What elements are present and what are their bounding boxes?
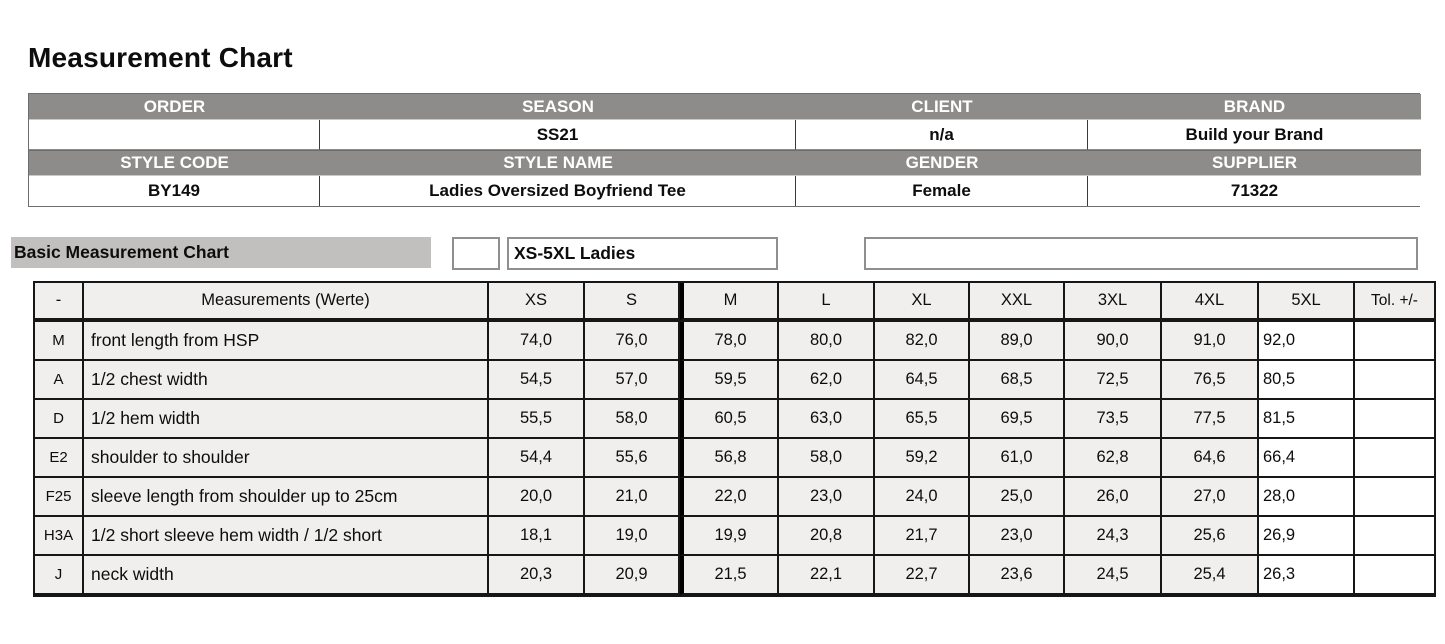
value-cell-l: 23,0 <box>779 478 875 517</box>
measurement-name: front length from HSP <box>84 322 489 361</box>
value-cell-m: 56,8 <box>680 439 779 478</box>
value-cell-3xl: 72,5 <box>1065 361 1162 400</box>
value-cell-xs: 54,5 <box>489 361 585 400</box>
value-cell-4xl: 77,5 <box>1162 400 1259 439</box>
info-value-cell- <box>29 120 320 150</box>
value-cell-4xl: 25,4 <box>1162 556 1259 595</box>
row-code: F25 <box>35 478 84 517</box>
value-cell-5xl: 66,4 <box>1259 439 1355 478</box>
value-cell-xxl: 23,6 <box>970 556 1065 595</box>
value-cell-5xl: 26,3 <box>1259 556 1355 595</box>
tolerance-cell <box>1355 478 1434 517</box>
value-cell-s: 55,6 <box>585 439 680 478</box>
value-cell-xxl: 61,0 <box>970 439 1065 478</box>
value-cell-l: 22,1 <box>779 556 875 595</box>
value-cell-m: 22,0 <box>680 478 779 517</box>
value-cell-5xl: 92,0 <box>1259 322 1355 361</box>
tolerance-cell <box>1355 517 1434 556</box>
value-cell-xxl: 68,5 <box>970 361 1065 400</box>
column-header-xl: XL <box>875 283 970 320</box>
value-cell-l: 63,0 <box>779 400 875 439</box>
info-header-cell-order: ORDER <box>29 94 320 120</box>
value-cell-m: 21,5 <box>680 556 779 595</box>
value-cell-s: 19,0 <box>585 517 680 556</box>
tolerance-cell <box>1355 439 1434 478</box>
column-header-3xl: 3XL <box>1065 283 1162 320</box>
size-range-input-box[interactable]: XS-5XL Ladies <box>507 237 778 270</box>
info-header-cell-brand: BRAND <box>1088 94 1421 120</box>
value-cell-xs: 54,4 <box>489 439 585 478</box>
value-cell-3xl: 73,5 <box>1065 400 1162 439</box>
value-cell-xs: 20,3 <box>489 556 585 595</box>
column-header-measurements-werte-: Measurements (Werte) <box>84 283 489 320</box>
value-cell-xxl: 25,0 <box>970 478 1065 517</box>
tolerance-cell <box>1355 400 1434 439</box>
measurement-name: 1/2 chest width <box>84 361 489 400</box>
value-cell-4xl: 91,0 <box>1162 322 1259 361</box>
measurement-name: sleeve length from shoulder up to 25cm <box>84 478 489 517</box>
value-cell-xs: 55,5 <box>489 400 585 439</box>
value-cell-4xl: 27,0 <box>1162 478 1259 517</box>
value-cell-s: 57,0 <box>585 361 680 400</box>
column-header-s: S <box>585 283 680 320</box>
value-cell-xs: 18,1 <box>489 517 585 556</box>
column-header-xs: XS <box>489 283 585 320</box>
value-cell-xl: 22,7 <box>875 556 970 595</box>
info-value-cell-71322: 71322 <box>1088 176 1421 206</box>
value-cell-3xl: 62,8 <box>1065 439 1162 478</box>
value-cell-5xl: 80,5 <box>1259 361 1355 400</box>
value-cell-m: 60,5 <box>680 400 779 439</box>
info-value-cell-n-a: n/a <box>796 120 1088 150</box>
value-cell-xl: 82,0 <box>875 322 970 361</box>
info-header-cell-season: SEASON <box>320 94 796 120</box>
value-cell-xl: 65,5 <box>875 400 970 439</box>
value-cell-l: 58,0 <box>779 439 875 478</box>
column-header-5xl: 5XL <box>1259 283 1355 320</box>
section-label-basic-measurement-chart: Basic Measurement Chart <box>11 237 431 268</box>
value-cell-4xl: 25,6 <box>1162 517 1259 556</box>
row-code: E2 <box>35 439 84 478</box>
value-cell-4xl: 64,6 <box>1162 439 1259 478</box>
value-cell-5xl: 26,9 <box>1259 517 1355 556</box>
value-cell-xs: 74,0 <box>489 322 585 361</box>
value-cell-xl: 24,0 <box>875 478 970 517</box>
column-header-4xl: 4XL <box>1162 283 1259 320</box>
info-value-cell-by149: BY149 <box>29 176 320 206</box>
measurement-name: 1/2 hem width <box>84 400 489 439</box>
column-header--: - <box>35 283 84 320</box>
note-input-box[interactable] <box>864 237 1418 270</box>
info-header-cell-gender: GENDER <box>796 150 1088 176</box>
size-code-input-box[interactable] <box>452 237 500 270</box>
value-cell-l: 20,8 <box>779 517 875 556</box>
info-header-cell-client: CLIENT <box>796 94 1088 120</box>
value-cell-xl: 64,5 <box>875 361 970 400</box>
value-cell-xl: 21,7 <box>875 517 970 556</box>
value-cell-s: 21,0 <box>585 478 680 517</box>
value-cell-4xl: 76,5 <box>1162 361 1259 400</box>
value-cell-xxl: 69,5 <box>970 400 1065 439</box>
value-cell-s: 20,9 <box>585 556 680 595</box>
info-header-cell-style-name: STYLE NAME <box>320 150 796 176</box>
value-cell-3xl: 24,5 <box>1065 556 1162 595</box>
info-value-cell-female: Female <box>796 176 1088 206</box>
value-cell-m: 78,0 <box>680 322 779 361</box>
value-cell-3xl: 90,0 <box>1065 322 1162 361</box>
row-code: M <box>35 322 84 361</box>
value-cell-3xl: 26,0 <box>1065 478 1162 517</box>
tolerance-cell <box>1355 322 1434 361</box>
row-code: D <box>35 400 84 439</box>
tolerance-cell <box>1355 556 1434 595</box>
row-code: J <box>35 556 84 595</box>
info-value-cell-ss21: SS21 <box>320 120 796 150</box>
value-cell-3xl: 24,3 <box>1065 517 1162 556</box>
info-value-cell-ladies-oversized-boyfriend-tee: Ladies Oversized Boyfriend Tee <box>320 176 796 206</box>
value-cell-s: 76,0 <box>585 322 680 361</box>
value-cell-l: 80,0 <box>779 322 875 361</box>
value-cell-xxl: 89,0 <box>970 322 1065 361</box>
style-info-table <box>28 93 1420 207</box>
value-cell-s: 58,0 <box>585 400 680 439</box>
measurement-name: 1/2 short sleeve hem width / 1/2 short <box>84 517 489 556</box>
info-header-cell-style-code: STYLE CODE <box>29 150 320 176</box>
row-code: A <box>35 361 84 400</box>
info-value-cell-build-your-brand: Build your Brand <box>1088 120 1421 150</box>
column-header-l: L <box>779 283 875 320</box>
info-header-cell-supplier: SUPPLIER <box>1088 150 1421 176</box>
value-cell-xl: 59,2 <box>875 439 970 478</box>
measurement-table <box>33 281 1436 597</box>
value-cell-xs: 20,0 <box>489 478 585 517</box>
value-cell-l: 62,0 <box>779 361 875 400</box>
tolerance-cell <box>1355 361 1434 400</box>
page-title: Measurement Chart <box>28 42 293 73</box>
column-header-m: M <box>680 283 779 320</box>
value-cell-m: 59,5 <box>680 361 779 400</box>
column-header-xxl: XXL <box>970 283 1065 320</box>
value-cell-5xl: 28,0 <box>1259 478 1355 517</box>
value-cell-5xl: 81,5 <box>1259 400 1355 439</box>
column-header-tol-: Tol. +/- <box>1355 283 1434 320</box>
row-code: H3A <box>35 517 84 556</box>
value-cell-m: 19,9 <box>680 517 779 556</box>
value-cell-xxl: 23,0 <box>970 517 1065 556</box>
measurement-name: neck width <box>84 556 489 595</box>
measurement-name: shoulder to shoulder <box>84 439 489 478</box>
